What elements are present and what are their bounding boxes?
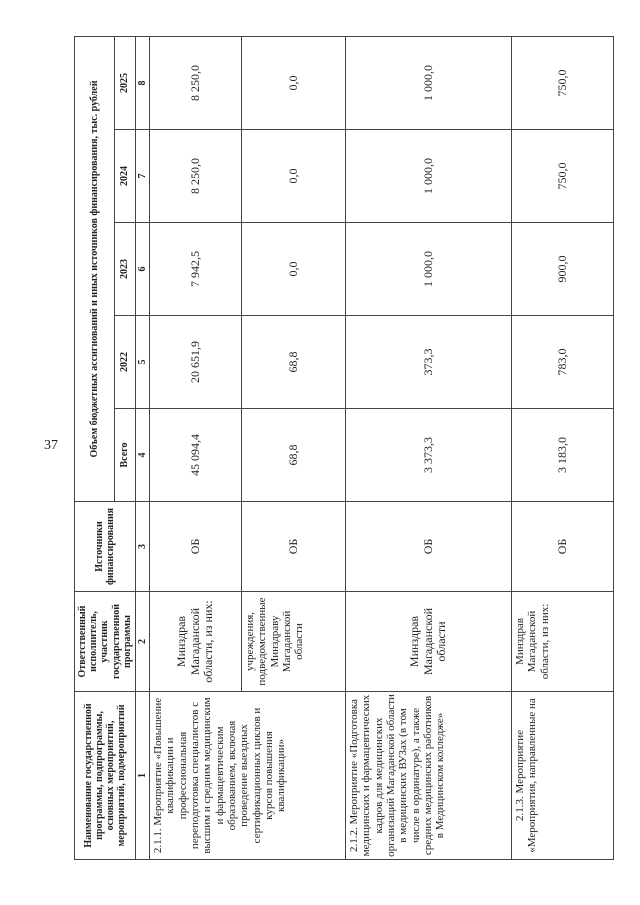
table-row (512, 36, 614, 859)
header-executor: Ответственный исполнитель, участник государственной программы (75, 592, 136, 692)
value-2022: 373,3 (346, 316, 512, 409)
activity-name: 2.1.1. Мероприятие «Повышение квалификации и профессиональная переподготовка специалистов с высшим и средним медицинским и фармацевтическим образованием, включая проведение выездных сертификационных циклов и курсов повышения квалификации» (150, 692, 346, 860)
header-source: Источники финансирования (75, 502, 136, 592)
column-number: 6 (135, 223, 149, 316)
page-number: 37 (44, 438, 58, 453)
executor-cell: Минздрав Магаданской области (346, 592, 512, 692)
value-2024: 1 000,0 (346, 130, 512, 223)
column-number: 1 (135, 692, 149, 860)
executor-cell: Минздрав Магаданской области, из них: (150, 592, 242, 692)
column-number: 4 (135, 409, 149, 502)
funding-table (74, 36, 614, 860)
executor-cell: Минздрав Магаданской области, из них: (512, 592, 614, 692)
value-2023: 0,0 (242, 223, 346, 316)
value-2025: 750,0 (512, 36, 614, 129)
value-2025: 1 000,0 (346, 36, 512, 129)
value-2024: 0,0 (242, 130, 346, 223)
source-cell: ОБ (150, 502, 242, 592)
header-funding: Объем бюджетных ассигнований и иных источников финансирования, тыс. рублей (75, 36, 115, 501)
value-total: 3 183,0 (512, 409, 614, 502)
table-row (150, 36, 242, 859)
column-number: 2 (135, 592, 149, 692)
value-2022: 20 651,9 (150, 316, 242, 409)
header-name: Наименование государственной программы, подпрограммы, основных мероприятий, мероприятий, подмероприятий (75, 692, 136, 860)
value-total: 3 373,3 (346, 409, 512, 502)
value-2023: 1 000,0 (346, 223, 512, 316)
source-cell: ОБ (242, 502, 346, 592)
source-cell: ОБ (346, 502, 512, 592)
table-row (346, 36, 512, 859)
value-2025: 8 250,0 (150, 36, 242, 129)
column-number: 3 (135, 502, 149, 592)
rotated-table-container (74, 37, 614, 860)
value-2022: 783,0 (512, 316, 614, 409)
header-year-2022: 2022 (114, 316, 135, 409)
header-year-total: Всего (114, 409, 135, 502)
value-total: 45 094,4 (150, 409, 242, 502)
header-year-2025: 2025 (114, 36, 135, 129)
value-2023: 900,0 (512, 223, 614, 316)
activity-name: 2.1.2. Мероприятие «Подготовка медицинских и фармацевтических кадров для медицинских организаций Магаданской области в медицинских ВУЗах (в том числе в ординатуре), а также средних медицинских работников в Медицинском колледже» (346, 692, 512, 860)
value-2024: 750,0 (512, 130, 614, 223)
column-number: 7 (135, 130, 149, 223)
value-2023: 7 942,5 (150, 223, 242, 316)
column-number: 8 (135, 36, 149, 129)
value-2024: 8 250,0 (150, 130, 242, 223)
header-year-2023: 2023 (114, 223, 135, 316)
value-total: 68,8 (242, 409, 346, 502)
header-year-2024: 2024 (114, 130, 135, 223)
source-cell: ОБ (512, 502, 614, 592)
executor-cell: учреждения, подведомственные Минздраву Магаданской области (242, 592, 346, 692)
value-2025: 0,0 (242, 36, 346, 129)
column-number: 5 (135, 316, 149, 409)
activity-name: 2.1.3. Мероприятие «Мероприятия, направленные на (512, 692, 614, 860)
value-2022: 68,8 (242, 316, 346, 409)
